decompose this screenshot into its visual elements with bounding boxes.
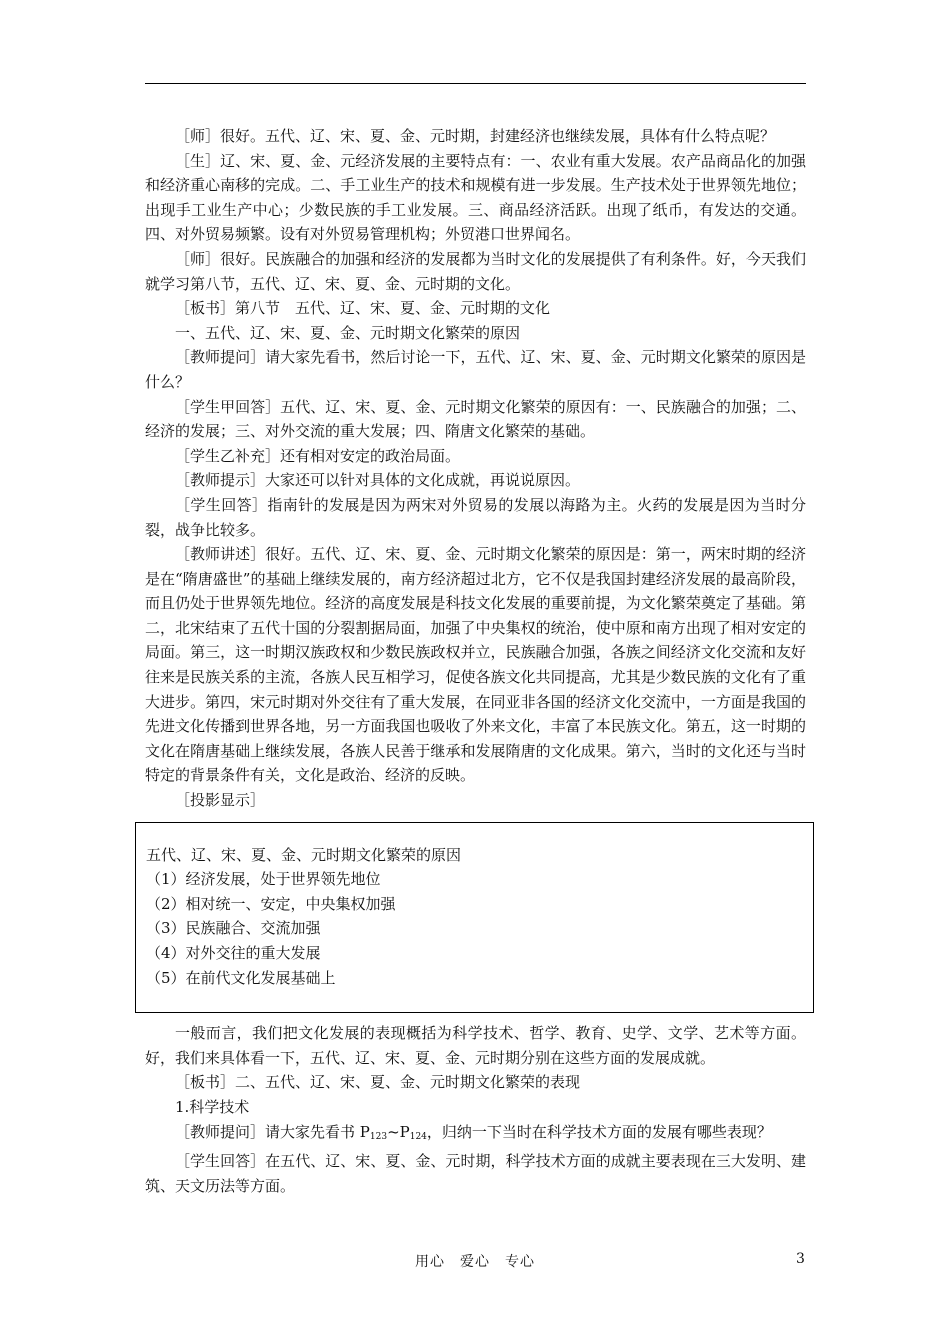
paragraph: ［生］辽、宋、夏、金、元经济发展的主要特点有：一、农业有重大发展。农产品商品化的加强和经济重心南移的完成。二、手工业生产的技术和规模有进一步发展。生产技术处于世界领先地位；出现手工业生产中心；少数民族的手工业发展。三、商品经济活跃。出现了纸币，有发达的交通。四、对外贸易频繁。设有对外贸易管理机构；外贸港口世界闻名。 [145, 151, 806, 244]
box-item: （1）经济发展，处于世界领先地位 [146, 870, 381, 889]
paragraph: ［学生回答］指南针的发展是因为两宋对外贸易的发展以海路为主。火药的发展是因为当时分裂，战争比较多。 [145, 495, 806, 539]
paragraph: 一般而言，我们把文化发展的表现概括为科学技术、哲学、教育、史学、文学、艺术等方面。好，我们来具体看一下，五代、辽、宋、夏、金、元时期分别在这些方面的发展成就。 [145, 1024, 806, 1067]
box-item: （3）民族融合、交流加强 [146, 919, 321, 938]
document-body [145, 124, 806, 1198]
question-text: ，归纳一下当时在科学技术方面的发展有哪些表现？ [426, 1122, 772, 1141]
section-heading: 一、五代、辽、宋、夏、金、元时期文化繁荣的原因 [175, 323, 521, 342]
paragraph: ［教师提示］大家还可以针对具体的文化成就，再说说原因。 [175, 471, 581, 490]
footer-motto: 用心 爱心 专心 [415, 1254, 535, 1270]
subsection-heading: 1.科学技术 [175, 1097, 250, 1116]
paragraph: ［学生甲回答］五代、辽、宋、夏、金、元时期文化繁荣的原因有：一、民族融合的加强；二、经济的发展；三、对外交流的重大发展；四、隋唐文化繁荣的基础。 [145, 397, 806, 441]
page-subscript: 124 [409, 1131, 427, 1142]
box-item: （4）对外交往的重大发展 [146, 944, 321, 962]
header-rule [145, 83, 806, 84]
paragraph: ［师］很好。民族融合的加强和经济的发展都为当时文化的发展提供了有利条件。好，今天我们就学习第八节，五代、辽、宋、夏、金、元时期的文化。 [145, 249, 806, 293]
box-item: （5）在前代文化发展基础上 [146, 968, 336, 987]
question-text: ［教师提问］请大家先看书 P [175, 1122, 370, 1141]
question-text: ~P [387, 1122, 410, 1141]
paragraph: ［师］很好。五代、辽、宋、夏、金、元时期，封建经济也继续发展，具体有什么特点呢？ [175, 127, 776, 145]
box-item: （2）相对统一、安定，中央集权加强 [146, 894, 396, 913]
projection-box [135, 822, 814, 1014]
paragraph: ［学生乙补充］还有相对安定的政治局面。 [175, 446, 461, 465]
blackboard-heading: ［板书］二、五代、辽、宋、夏、金、元时期文化繁荣的表现 [175, 1073, 581, 1092]
paragraph: ［学生回答］在五代、辽、宋、夏、金、元时期，科学技术方面的成就主要表现在三大发明、建筑、天文历法等方面。 [145, 1152, 806, 1195]
box-title: 五代、辽、宋、夏、金、元时期文化繁荣的原因 [146, 845, 462, 864]
teacher-question [145, 1120, 806, 1150]
paragraph: ［教师提问］请大家先看书，然后讨论一下，五代、辽、宋、夏、金、元时期文化繁荣的原因是什么？ [145, 348, 806, 391]
blackboard-heading: ［板书］第八节 五代、辽、宋、夏、金、元时期的文化 [175, 299, 551, 318]
paragraph: ［教师讲述］很好。五代、辽、宋、夏、金、元时期文化繁荣的原因是：第一，两宋时期的经济是在“隋唐盛世”的基础上继续发展的，南方经济超过北方，它不仅是我国封建经济发展的最高阶段，而且仍处于世界领先地位。经济的高度发展是科技文化发展的重要前提，为文化繁荣奠定了基础。第二，北宋结束了五代十国的分裂割据局面，加强了中央集权的统治，使中原和南方出现了相对安定的局面。第三，这一时期汉族政权和少数民族政权并立，民族融合加强，各族之间经济文化交流和友好往来是民族关系的主流，各族人民互相学习，促使各族文化共同提高，尤其是少数民族的文化有了重大进步。第四，宋元时期对外交往有了重大发展，在同亚非各国的经济文化交流中，一方面是我国的先进文化传播到世界各地，另一方面我国也吸收了外来文化，丰富了本民族文化。第五，这一时期的文化在隋唐基础上继续发展，各族人民善于继承和发展隋唐的文化成果。第六，当时的文化还与当时特定的背景条件有关，文化是政治、经济的反映。 [145, 545, 806, 785]
page-subscript: 123 [369, 1131, 388, 1142]
page-number: 3 [796, 1251, 805, 1267]
projection-label: ［投影显示］ [175, 791, 266, 810]
